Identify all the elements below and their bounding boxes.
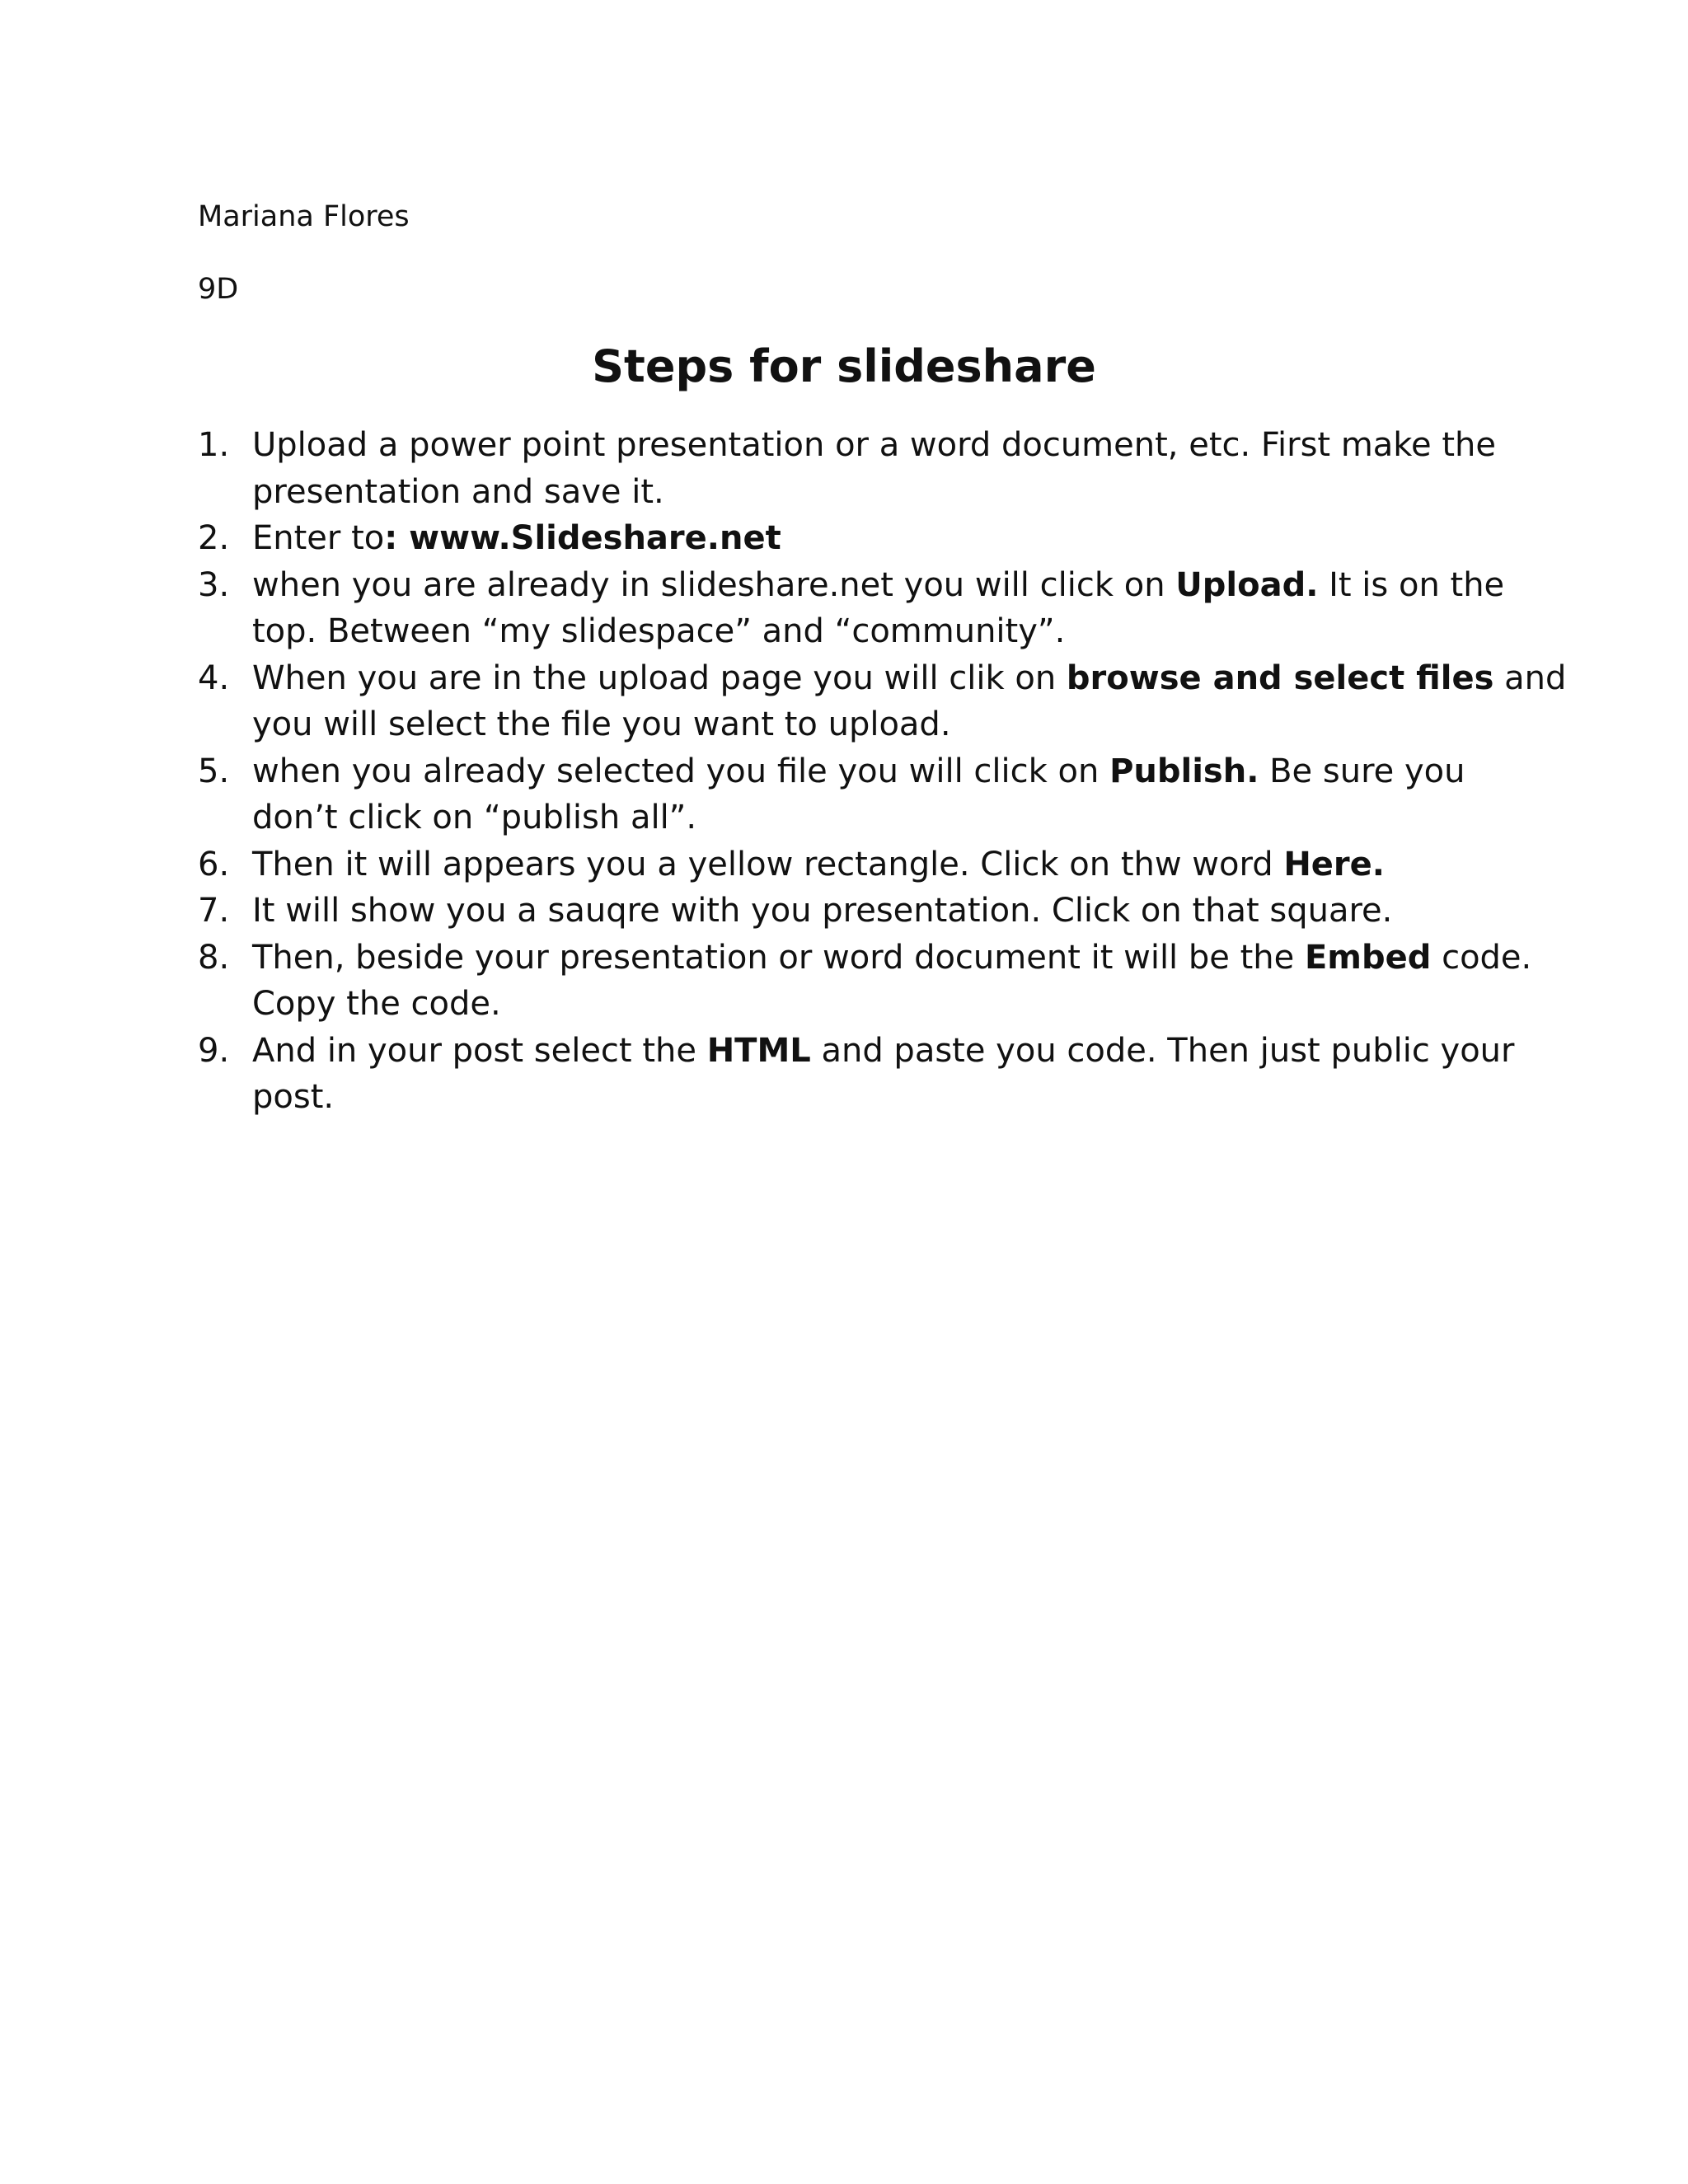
step-item xyxy=(198,935,1532,1028)
step-emphasis: : www.Slideshare.net xyxy=(384,519,781,557)
step-number: 4. xyxy=(198,658,230,697)
step-number: 5. xyxy=(198,752,230,790)
steps-list xyxy=(198,422,1567,1121)
step-number: 8. xyxy=(198,938,230,977)
step-item xyxy=(198,422,1517,515)
step-emphasis: Embed xyxy=(1304,938,1432,977)
class-code: 9D xyxy=(198,273,239,306)
step-text-line xyxy=(252,1074,1517,1121)
step-text-line xyxy=(252,701,1517,748)
step-number: 7. xyxy=(198,892,230,930)
step-text-line xyxy=(252,981,1517,1028)
step-text-segment: And in your post select the xyxy=(252,1031,707,1070)
step-item xyxy=(198,748,1517,841)
step-text-line xyxy=(252,794,1517,841)
step-text-line xyxy=(252,841,1517,888)
step-item xyxy=(198,1028,1517,1121)
step-text-line xyxy=(252,422,1517,469)
step-text-line xyxy=(252,748,1517,795)
step-number: 2. xyxy=(198,519,230,557)
step-emphasis: browse and select files xyxy=(1066,658,1494,697)
step-number: 3. xyxy=(198,565,230,604)
step-item xyxy=(198,562,1517,655)
step-text-segment: don’t click on “publish all”. xyxy=(252,799,697,837)
step-emphasis: Here. xyxy=(1283,845,1385,883)
step-emphasis: HTML xyxy=(706,1031,811,1070)
step-text-line xyxy=(252,655,1567,702)
step-text-segment: It will show you a sauqre with you presentation. Click on that square. xyxy=(252,892,1393,930)
step-text-segment: Enter to xyxy=(252,519,385,557)
step-item xyxy=(198,888,1517,935)
step-text-segment: It is on the xyxy=(1318,565,1505,604)
step-text-line xyxy=(252,608,1517,655)
step-number: 9. xyxy=(198,1031,230,1070)
step-text-line xyxy=(252,1028,1517,1075)
step-text-segment: Copy the code. xyxy=(252,985,501,1023)
step-text-line xyxy=(252,888,1517,935)
step-text-segment: Then it will appears you a yellow rectangle. Click on thw word xyxy=(252,845,1284,883)
step-item xyxy=(198,655,1567,748)
document-title: Steps for slideshare xyxy=(592,340,1096,392)
step-text-segment: when you already selected you file you will click on xyxy=(252,752,1110,790)
step-emphasis: Publish. xyxy=(1109,752,1259,790)
step-text-segment: code. xyxy=(1431,938,1532,977)
step-text-segment: and xyxy=(1493,658,1567,697)
step-emphasis: Upload. xyxy=(1175,565,1319,604)
step-text-segment: Then, beside your presentation or word document it will be the xyxy=(252,938,1305,977)
step-text-segment: When you are in the upload page you will clik on xyxy=(252,658,1067,697)
step-text-line xyxy=(252,515,1517,562)
step-text-segment: Be sure you xyxy=(1259,752,1465,790)
step-text-line xyxy=(252,935,1532,982)
step-item xyxy=(198,841,1517,888)
step-text-segment: presentation and save it. xyxy=(252,472,664,511)
step-text-segment: post. xyxy=(252,1078,335,1116)
step-text-segment: top. Between “my slidespace” and “community”. xyxy=(252,612,1066,650)
step-text-segment: and paste you code. Then just public your xyxy=(810,1031,1515,1070)
step-text-segment: when you are already in slideshare.net you will click on xyxy=(252,565,1176,604)
step-number: 6. xyxy=(198,845,230,883)
step-item xyxy=(198,515,1517,562)
step-text-segment: you will select the file you want to upload. xyxy=(252,705,951,743)
step-text-line xyxy=(252,562,1517,609)
step-text-line xyxy=(252,469,1517,516)
step-text-segment: Upload a power point presentation or a word document, etc. First make the xyxy=(252,426,1497,464)
step-number: 1. xyxy=(198,426,230,464)
author-name: Mariana Flores xyxy=(198,200,410,233)
